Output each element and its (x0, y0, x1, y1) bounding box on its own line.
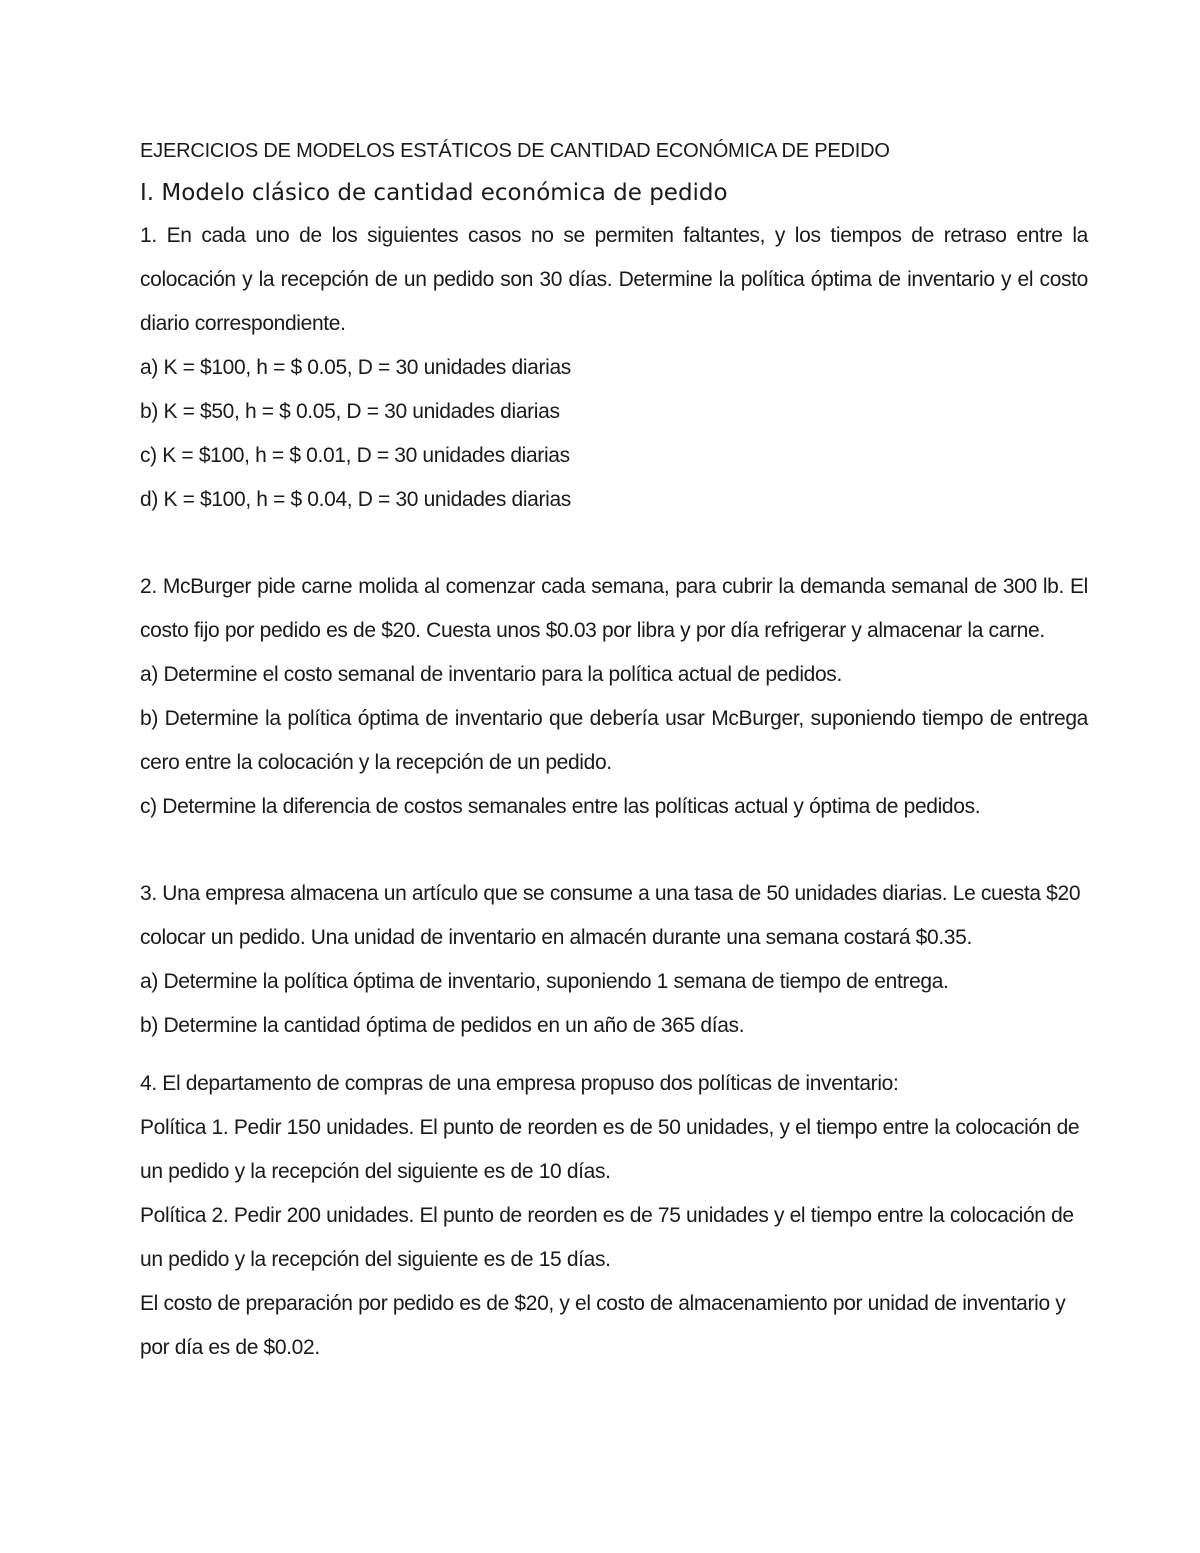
exercise-2-item-b: b) Determine la política óptima de inventario que debería usar McBurger, suponiendo tiempo de entrega cero entre la colocación y la recepción de un pedido. (140, 707, 1088, 774)
exercise-1-item-a: a) K = $100, h = $ 0.05, D = 30 unidades diarias (140, 356, 571, 379)
exercise-4-policy-1: Política 1. Pedir 150 unidades. El punto de reorden es de 50 unidades, y el tiempo entre la colocación de un pedido y la recepción del siguiente es de 10 días. (140, 1116, 1080, 1183)
exercise-4-costs: El costo de preparación por pedido es de $20, y el costo de almacenamiento por unidad de inventario y por día es de $0.02. (140, 1292, 1066, 1359)
exercise-4-statement: 4. El departamento de compras de una empresa propuso dos políticas de inventario: (140, 1072, 899, 1095)
exercise-3 (140, 872, 1088, 1048)
document-title: EJERCICIOS DE MODELOS ESTÁTICOS DE CANTIDAD ECONÓMICA DE PEDIDO (140, 140, 890, 162)
exercise-1-statement: 1. En cada uno de los siguientes casos no se permiten faltantes, y los tiempos de retraso entre la colocación y la recepción de un pedido son 30 días. Determine la política óptima de inventario y el costo diario correspondiente. (140, 224, 1088, 335)
spacer (140, 829, 1088, 872)
exercise-1-item-c: c) K = $100, h = $ 0.01, D = 30 unidades diarias (140, 444, 570, 467)
exercise-4-policy-2: Política 2. Pedir 200 unidades. El punto de reorden es de 75 unidades y el tiempo entre la colocación de un pedido y la recepción del siguiente es de 15 días. (140, 1204, 1074, 1271)
exercise-2 (140, 565, 1088, 829)
exercise-4 (140, 1062, 1088, 1370)
spacer (140, 1048, 1088, 1062)
exercise-3-item-a: a) Determine la política óptima de inventario, suponiendo 1 semana de tiempo de entrega. (140, 970, 949, 993)
exercise-1 (140, 214, 1088, 522)
exercise-1-item-d: d) K = $100, h = $ 0.04, D = 30 unidades diarias (140, 488, 571, 511)
exercise-1-item-b: b) K = $50, h = $ 0.05, D = 30 unidades diarias (140, 400, 560, 423)
section-heading: I. Modelo clásico de cantidad económica de pedido (140, 180, 728, 206)
spacer (140, 522, 1088, 565)
exercise-2-item-a: a) Determine el costo semanal de inventario para la política actual de pedidos. (140, 663, 842, 686)
exercise-3-item-b: b) Determine la cantidad óptima de pedidos en un año de 365 días. (140, 1014, 745, 1037)
exercise-3-statement: 3. Una empresa almacena un artículo que se consume a una tasa de 50 unidades diarias. Le cuesta $20 colocar un pedido. Una unidad de inventario en almacén durante una semana costará $0.35. (140, 882, 1081, 949)
exercise-2-item-c: c) Determine la diferencia de costos semanales entre las políticas actual y óptima de pedidos. (140, 795, 981, 818)
exercise-2-statement: 2. McBurger pide carne molida al comenzar cada semana, para cubrir la demanda semanal de 300 lb. El costo fijo por pedido es de $20. Cuesta unos $0.03 por libra y por día refrigerar y almacenar la carne. (140, 575, 1088, 642)
document-body (140, 136, 1088, 1370)
